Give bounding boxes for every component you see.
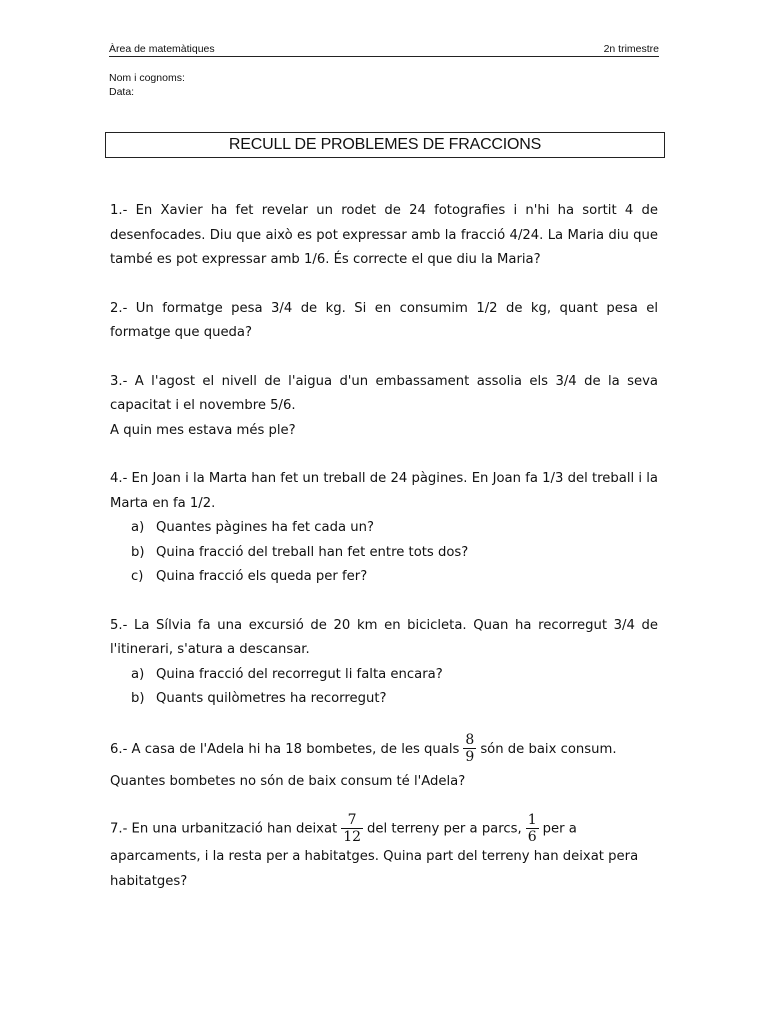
fraction-7-12: $\frac{7}{12}$ <box>343 812 362 845</box>
problem-7-text: 7.- En una urbanització han deixat $\frac{7}{12}$ del terreny per a parcs, $\frac{1}{6}$ per a aparcaments, i la resta per a habitatges. Quina part del terreny han deixat pera habitatges? <box>110 812 639 889</box>
page-title: RECULL DE PROBLEMES DE FRACCIONS <box>105 132 665 158</box>
problem-2 <box>110 297 658 346</box>
problem-1 <box>110 199 658 273</box>
problem-3 <box>110 370 658 444</box>
student-info <box>109 71 185 99</box>
term-label: 2n trimestre <box>603 43 659 55</box>
list-item: c) Quina fracció els queda per fer? <box>131 569 368 584</box>
list-item: a) Quina fracció del recorregut li falta encara? <box>131 666 443 682</box>
page-header <box>109 43 659 57</box>
problem-5-items <box>110 663 658 712</box>
problem-5 <box>110 614 658 712</box>
problem-7 <box>110 812 658 894</box>
list-item: b) Quants quilòmetres ha recorregut? <box>131 691 387 706</box>
fraction-8-9: $\frac{8}{9}$ <box>465 732 475 765</box>
problem-5-text: 5.- La Sílvia fa una excursió de 20 km en bicicleta. Quan ha recorregut 3/4 de l'itinerari, s'atura a descansar. <box>110 617 658 657</box>
subject-label: Àrea de matemàtiques <box>109 43 215 55</box>
fraction-1-6: $\frac{1}{6}$ <box>527 812 537 845</box>
problem-3-question: A quin mes estava més ple? <box>110 422 296 438</box>
problem-1-text: 1.- En Xavier ha fet revelar un rodet de 24 fotografies i n'hi ha sortit 4 de desenfocades. Diu que això es pot expressar amb la fracció 4/24. La Maria diu que també es pot expressar amb 1/6. És correcte el que diu la Maria? <box>110 203 658 267</box>
problem-4-items <box>110 516 658 590</box>
problem-list <box>110 199 658 894</box>
date-label: Data: <box>109 86 135 98</box>
list-item: b) Quina fracció del treball han fet entre tots dos? <box>131 544 469 560</box>
name-label: Nom i cognoms: <box>109 72 185 84</box>
problem-3-text: 3.- A l'agost el nivell de l'aigua d'un embassament assolia els 3/4 de la seva capacitat i el novembre 5/6. <box>110 373 658 413</box>
problem-4 <box>110 467 658 590</box>
problem-6-text: 6.- A casa de l'Adela hi ha 18 bombetes, de les quals $\frac{8}{9}$ són de baix consum. <box>110 732 617 765</box>
problem-6 <box>110 730 658 795</box>
problem-6-question: Quantes bombetes no són de baix consum té l'Adela? <box>110 773 466 789</box>
problem-4-text: 4.- En Joan i la Marta han fet un treball de 24 pàgines. En Joan fa 1/3 del treball i la Marta en fa 1/2. <box>110 471 658 511</box>
list-item: a) Quantes pàgines ha fet cada un? <box>131 520 374 535</box>
problem-2-text: 2.- Un formatge pesa 3/4 de kg. Si en consumim 1/2 de kg, quant pesa el formatge que queda? <box>110 300 658 340</box>
